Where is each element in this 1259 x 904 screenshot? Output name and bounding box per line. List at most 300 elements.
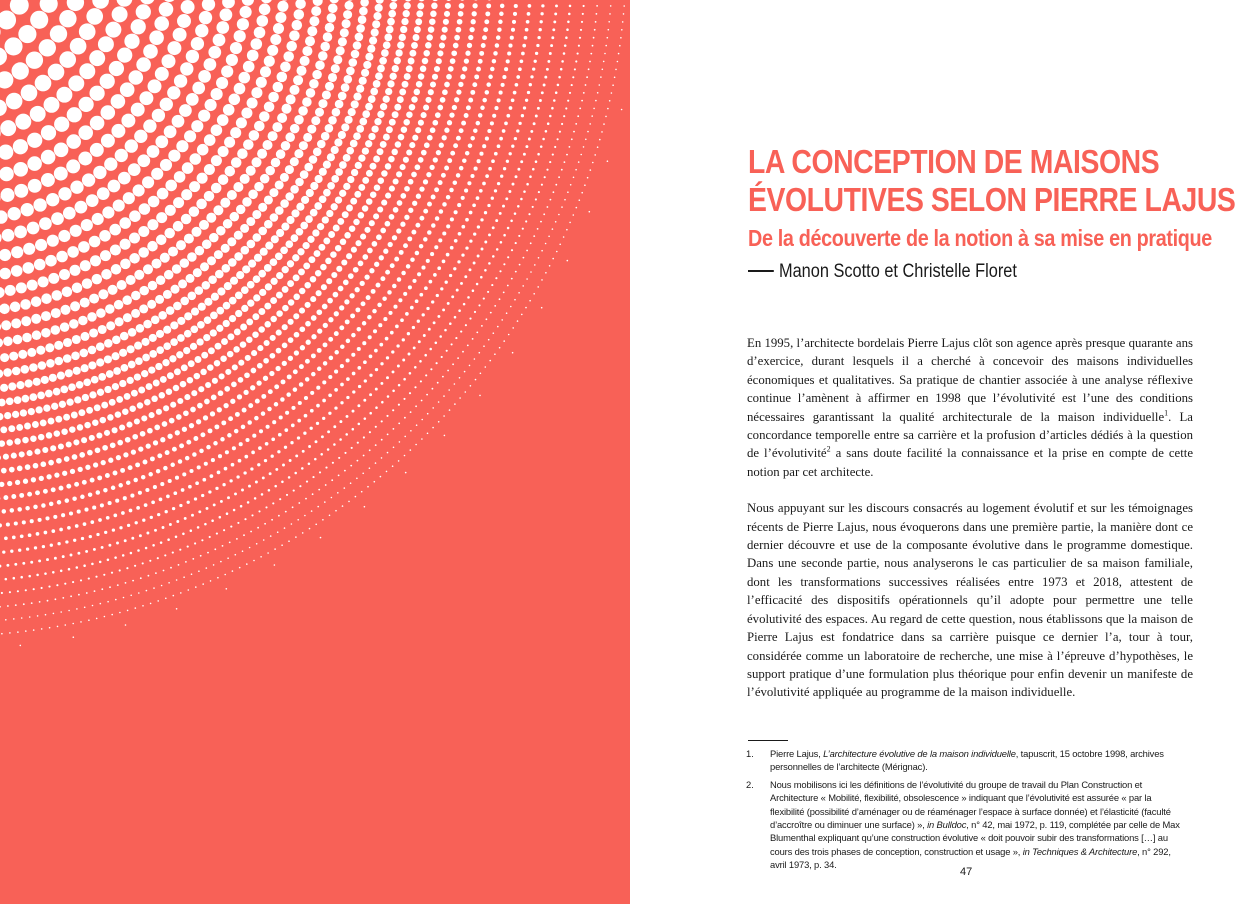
halftone-dot: [230, 212, 240, 222]
halftone-dot: [247, 300, 254, 307]
halftone-dot: [424, 142, 430, 148]
halftone-dot: [174, 171, 186, 183]
halftone-dot: [449, 188, 454, 193]
halftone-dot: [392, 370, 395, 373]
halftone-dot: [397, 42, 404, 49]
halftone-dot: [271, 455, 274, 458]
halftone-dot: [119, 526, 122, 529]
halftone-dot: [108, 285, 118, 295]
halftone-dot: [550, 44, 553, 47]
halftone-dot: [593, 37, 595, 39]
footnote-item: [746, 778, 1186, 872]
halftone-dot: [6, 93, 23, 110]
halftone-dot: [131, 291, 141, 301]
halftone-dot: [418, 0, 425, 1]
halftone-dot: [332, 108, 341, 117]
halftone-dot: [0, 287, 5, 298]
halftone-dot: [346, 253, 352, 259]
halftone-dot: [251, 350, 257, 356]
halftone-dot: [13, 162, 28, 177]
halftone-dot: [494, 305, 496, 307]
halftone-dot: [139, 286, 149, 296]
halftone-dot: [217, 471, 221, 475]
halftone-dot: [442, 89, 448, 95]
halftone-dot: [80, 579, 82, 581]
halftone-dot: [125, 139, 138, 152]
halftone-dot: [621, 109, 623, 111]
halftone-dot: [286, 392, 291, 397]
halftone-dot: [70, 38, 87, 55]
halftone-dot: [464, 275, 467, 278]
halftone-dot: [295, 536, 297, 538]
halftone-dot: [444, 435, 446, 437]
halftone-dot: [525, 99, 528, 102]
halftone-dot: [280, 397, 285, 402]
halftone-dot: [223, 403, 228, 408]
halftone-dot: [564, 161, 566, 163]
halftone-dot: [149, 30, 164, 45]
halftone-dot: [257, 345, 263, 351]
halftone-dot: [30, 11, 48, 29]
halftone-dot: [265, 442, 269, 446]
halftone-dot: [185, 456, 190, 461]
halftone-dot: [4, 412, 11, 419]
halftone-dot: [327, 298, 333, 304]
halftone-dot: [311, 6, 321, 16]
halftone-dot: [328, 375, 332, 379]
halftone-dot: [66, 399, 73, 406]
halftone-dot: [470, 90, 475, 95]
halftone-dot: [395, 325, 399, 329]
halftone-dot: [175, 476, 179, 480]
halftone-dot: [270, 297, 277, 304]
halftone-dot: [474, 74, 479, 79]
halftone-dot: [148, 366, 155, 373]
halftone-dot: [366, 170, 373, 177]
halftone-dot: [448, 66, 454, 72]
halftone-dot: [60, 305, 70, 315]
halftone-dot: [380, 103, 387, 110]
halftone-dot: [9, 632, 11, 634]
halftone-dot: [292, 506, 294, 508]
halftone-dot: [469, 239, 472, 242]
halftone-dot: [525, 28, 529, 32]
halftone-dot: [241, 246, 250, 255]
halftone-dot: [482, 98, 487, 103]
halftone-dot: [346, 415, 349, 418]
halftone-dot: [247, 97, 258, 108]
halftone-dot: [403, 378, 406, 381]
halftone-dot: [62, 287, 73, 298]
halftone-dot: [263, 358, 269, 364]
halftone-dot: [187, 377, 194, 384]
halftone-dot: [491, 197, 494, 200]
halftone-dot: [45, 255, 57, 267]
halftone-dot: [470, 136, 475, 141]
halftone-dot: [310, 209, 318, 217]
halftone-dot: [371, 28, 379, 36]
halftone-dot: [503, 340, 505, 342]
halftone-dot: [25, 506, 30, 511]
halftone-dot: [400, 222, 405, 227]
halftone-dot: [355, 33, 364, 42]
halftone-dot: [361, 301, 366, 306]
halftone-dot: [142, 605, 144, 607]
halftone-dot: [308, 445, 311, 448]
halftone-dot: [503, 234, 506, 237]
halftone-dot: [267, 407, 272, 412]
halftone-dot: [517, 320, 519, 322]
halftone-dot: [248, 190, 258, 200]
halftone-dot: [117, 280, 127, 290]
halftone-dot: [369, 412, 372, 415]
halftone-dot: [165, 598, 167, 600]
halftone-dot: [1, 468, 7, 474]
halftone-dot: [545, 272, 547, 274]
footnote-text: Nous mobilisons ici les définitions de l’évolutivité du groupe de travail du Plan Construction et Architecture « Mobilité, flexibilité, obsolescence » indiquant que l’évolutivité est assurée « par la flexibilité (possibilité d’aménager ou de réaménager l’espace à surface donnée) et l’élasticité (faculté d’accroître ou diminuer une surface) »,: [770, 778, 1171, 831]
halftone-dot: [561, 169, 563, 171]
halftone-dot: [15, 604, 17, 606]
halftone-dot: [242, 265, 250, 273]
halftone-dot: [554, 146, 556, 148]
halftone-dot: [233, 182, 243, 192]
halftone-dot: [367, 486, 369, 488]
halftone-dot: [188, 292, 197, 301]
halftone-dot: [452, 363, 454, 365]
halftone-dot: [436, 150, 441, 155]
halftone-dot: [409, 50, 416, 57]
halftone-dot: [583, 146, 585, 148]
halftone-dot: [374, 349, 378, 353]
halftone-dot: [500, 4, 505, 8]
halftone-dot: [271, 235, 279, 243]
halftone-dot: [17, 507, 22, 512]
halftone-dot: [334, 311, 339, 316]
halftone-dot: [322, 519, 324, 521]
halftone-dot: [157, 600, 159, 602]
halftone-dot: [374, 118, 381, 125]
halftone-dot: [305, 359, 310, 364]
halftone-dot: [505, 197, 508, 200]
halftone-dot: [218, 390, 224, 396]
halftone-dot: [121, 364, 129, 372]
halftone-dot: [381, 401, 384, 404]
halftone-dot: [512, 20, 516, 24]
halftone-dot: [119, 569, 121, 571]
halftone-dot: [9, 467, 15, 473]
halftone-dot: [113, 200, 125, 212]
halftone-dot: [73, 636, 75, 638]
halftone-dot: [273, 23, 284, 34]
halftone-dot: [358, 261, 364, 267]
halftone-dot: [596, 5, 598, 7]
halftone-dot: [472, 11, 477, 16]
halftone-dot: [115, 411, 122, 418]
halftone-dot: [292, 20, 303, 31]
halftone-dot: [196, 199, 207, 210]
halftone-dot: [147, 145, 160, 158]
halftone-dot: [492, 59, 497, 64]
halftone-dot: [413, 34, 420, 41]
halftone-dot: [340, 344, 345, 349]
halftone-dot: [266, 425, 270, 429]
halftone-dot: [93, 548, 96, 551]
halftone-dot: [2, 229, 15, 242]
halftone-dot: [444, 82, 450, 88]
halftone-dot: [240, 6, 252, 18]
halftone-dot: [352, 428, 355, 431]
halftone-dot: [420, 380, 422, 382]
halftone-dot: [434, 66, 440, 72]
halftone-dot: [314, 202, 322, 210]
halftone-dot: [72, 283, 83, 294]
halftone-dot: [76, 566, 79, 569]
halftone-dot: [70, 301, 80, 311]
halftone-dot: [369, 37, 377, 45]
halftone-dot: [549, 161, 551, 163]
halftone-dot: [532, 67, 535, 70]
halftone-dot: [126, 480, 131, 485]
halftone-dot: [236, 475, 239, 478]
halftone-dot: [318, 99, 327, 108]
halftone-dot: [288, 476, 291, 479]
halftone-dot: [522, 228, 524, 230]
halftone-dot: [614, 77, 616, 79]
halftone-dot: [156, 212, 167, 223]
halftone-dot: [285, 511, 287, 513]
halftone-dot: [491, 159, 495, 163]
halftone-dot: [178, 459, 183, 464]
halftone-dot: [291, 523, 293, 525]
halftone-dot: [184, 330, 192, 338]
halftone-dot: [51, 487, 56, 492]
halftone-dot: [499, 212, 502, 215]
halftone-dot: [588, 68, 590, 70]
halftone-dot: [341, 123, 349, 131]
halftone-dot: [304, 414, 308, 418]
halftone-dot: [541, 307, 543, 309]
halftone-dot: [281, 141, 291, 151]
halftone-dot: [240, 505, 243, 508]
halftone-dot: [207, 364, 214, 371]
halftone-dot: [317, 140, 326, 149]
halftone-dot: [358, 423, 361, 426]
halftone-dot: [512, 327, 514, 329]
halftone-dot: [189, 181, 200, 192]
halftone-dot: [607, 108, 609, 110]
halftone-dot: [159, 2, 174, 17]
halftone-dot: [454, 383, 456, 385]
halftone-dot: [89, 328, 98, 337]
halftone-dot: [288, 319, 294, 325]
halftone-dot: [38, 276, 49, 287]
halftone-dot: [385, 193, 391, 199]
halftone-dot: [251, 368, 257, 374]
halftone-dot: [496, 248, 499, 251]
halftone-dot: [605, 45, 607, 47]
halftone-dot: [282, 464, 285, 467]
halftone-dot: [574, 68, 576, 70]
halftone-dot: [95, 576, 97, 578]
halftone-dot: [564, 44, 567, 47]
halftone-dot: [375, 406, 378, 409]
halftone-dot: [104, 386, 111, 393]
halftone-dot: [559, 244, 561, 246]
halftone-dot: [558, 76, 561, 79]
halftone-dot: [190, 529, 193, 532]
halftone-dot: [0, 11, 16, 30]
halftone-dot: [312, 493, 314, 495]
halftone-dot: [234, 252, 243, 261]
halftone-dot: [404, 417, 406, 419]
halftone-dot: [338, 131, 346, 139]
halftone-dot: [512, 352, 514, 354]
halftone-dot: [535, 52, 538, 55]
halftone-dot: [168, 150, 180, 162]
halftone-dot: [415, 405, 417, 407]
halftone-dot: [322, 380, 326, 384]
halftone-dot: [453, 43, 459, 49]
halftone-dot: [524, 36, 528, 40]
halftone-dot: [300, 56, 310, 66]
halftone-dot: [390, 73, 397, 80]
halftone-dot: [607, 160, 609, 162]
halftone-dot: [169, 355, 176, 362]
halftone-dot: [344, 1, 353, 10]
halftone-dot: [67, 526, 71, 530]
halftone-dot: [454, 239, 458, 243]
halftone-dot: [324, 501, 326, 503]
halftone-dot: [357, 404, 360, 407]
halftone-dot: [8, 382, 16, 390]
halftone-dot: [464, 58, 469, 63]
halftone-dot: [76, 381, 84, 389]
halftone-dot: [66, 134, 81, 149]
halftone-dot: [476, 332, 478, 334]
halftone-dot: [304, 282, 311, 289]
halftone-dot: [434, 187, 439, 192]
halftone-dot: [474, 358, 476, 360]
halftone-dot: [259, 4, 271, 16]
halftone-dot: [141, 338, 149, 346]
halftone-dot: [156, 235, 167, 246]
halftone-dot: [170, 402, 176, 408]
halftone-dot: [111, 352, 119, 360]
halftone-dot: [86, 592, 88, 594]
halftone-dot: [80, 332, 89, 341]
halftone-dot: [403, 292, 407, 296]
halftone-dot: [169, 418, 175, 424]
halftone-dot: [331, 272, 337, 278]
halftone-dot: [136, 324, 145, 333]
halftone-dot: [111, 124, 125, 138]
halftone-dot: [223, 219, 233, 229]
halftone-dot: [377, 303, 382, 308]
halftone-dot: [184, 234, 194, 244]
halftone-dot: [134, 565, 136, 567]
halftone-dot: [396, 228, 401, 233]
halftone-dot: [358, 212, 365, 219]
halftone-dot: [328, 337, 333, 342]
halftone-dot: [444, 166, 449, 171]
halftone-dot: [80, 495, 85, 500]
halftone-dot: [443, 19, 449, 25]
halftone-dot: [41, 293, 52, 304]
halftone-dot: [137, 402, 144, 409]
halftone-dot: [134, 270, 144, 280]
halftone-dot: [501, 319, 503, 321]
halftone-dot: [339, 325, 344, 330]
halftone-dot: [33, 463, 39, 469]
halftone-dot: [587, 131, 589, 133]
halftone-dot: [356, 85, 364, 93]
halftone-dot: [257, 527, 259, 529]
halftone-dot: [103, 574, 105, 576]
halftone-dot: [596, 13, 598, 15]
halftone-dot: [164, 270, 174, 280]
halftone-dot: [92, 605, 94, 607]
halftone-dot: [502, 129, 506, 133]
halftone-dot: [2, 509, 7, 514]
halftone-dot: [421, 112, 427, 118]
halftone-dot: [400, 26, 407, 33]
halftone-dot: [99, 561, 102, 564]
halftone-dot: [197, 526, 200, 529]
halftone-dot: [437, 105, 443, 111]
halftone-dot: [617, 61, 619, 63]
halftone-dot: [540, 145, 543, 148]
halftone-dot: [343, 154, 351, 162]
halftone-dot: [66, 159, 80, 173]
halftone-dot: [78, 125, 93, 140]
halftone-dot: [124, 539, 127, 542]
halftone-dot: [127, 345, 135, 353]
halftone-dot: [497, 27, 502, 32]
halftone-dot: [136, 506, 140, 510]
halftone-dot: [424, 286, 428, 290]
halftone-dot: [454, 97, 459, 102]
halftone-dot: [320, 264, 327, 271]
halftone-dot: [49, 374, 57, 382]
halftone-dot: [360, 281, 365, 286]
halftone-dot: [380, 228, 386, 234]
halftone-dot: [147, 428, 153, 434]
halftone-dot: [293, 369, 298, 374]
halftone-dot: [16, 282, 27, 293]
halftone-dot: [281, 379, 286, 384]
halftone-dot: [394, 104, 401, 111]
halftone-dot: [275, 180, 284, 189]
halftone-dot: [460, 331, 462, 333]
halftone-dot: [174, 74, 187, 87]
halftone-dot: [402, 338, 405, 341]
halftone-dot: [337, 218, 344, 225]
halftone-dot: [331, 203, 338, 210]
halftone-dot: [438, 421, 440, 423]
halftone-dot: [544, 76, 547, 79]
halftone-dot: [386, 376, 389, 379]
halftone-dot: [571, 138, 573, 140]
halftone-dot: [466, 105, 471, 110]
halftone-dot: [173, 302, 182, 311]
halftone-dot: [50, 544, 53, 547]
halftone-dot: [394, 257, 399, 262]
halftone-dot: [88, 619, 90, 621]
halftone-dot: [65, 540, 68, 543]
halftone-dot: [359, 7, 368, 16]
halftone-dot: [189, 469, 193, 473]
halftone-dot: [16, 424, 23, 431]
